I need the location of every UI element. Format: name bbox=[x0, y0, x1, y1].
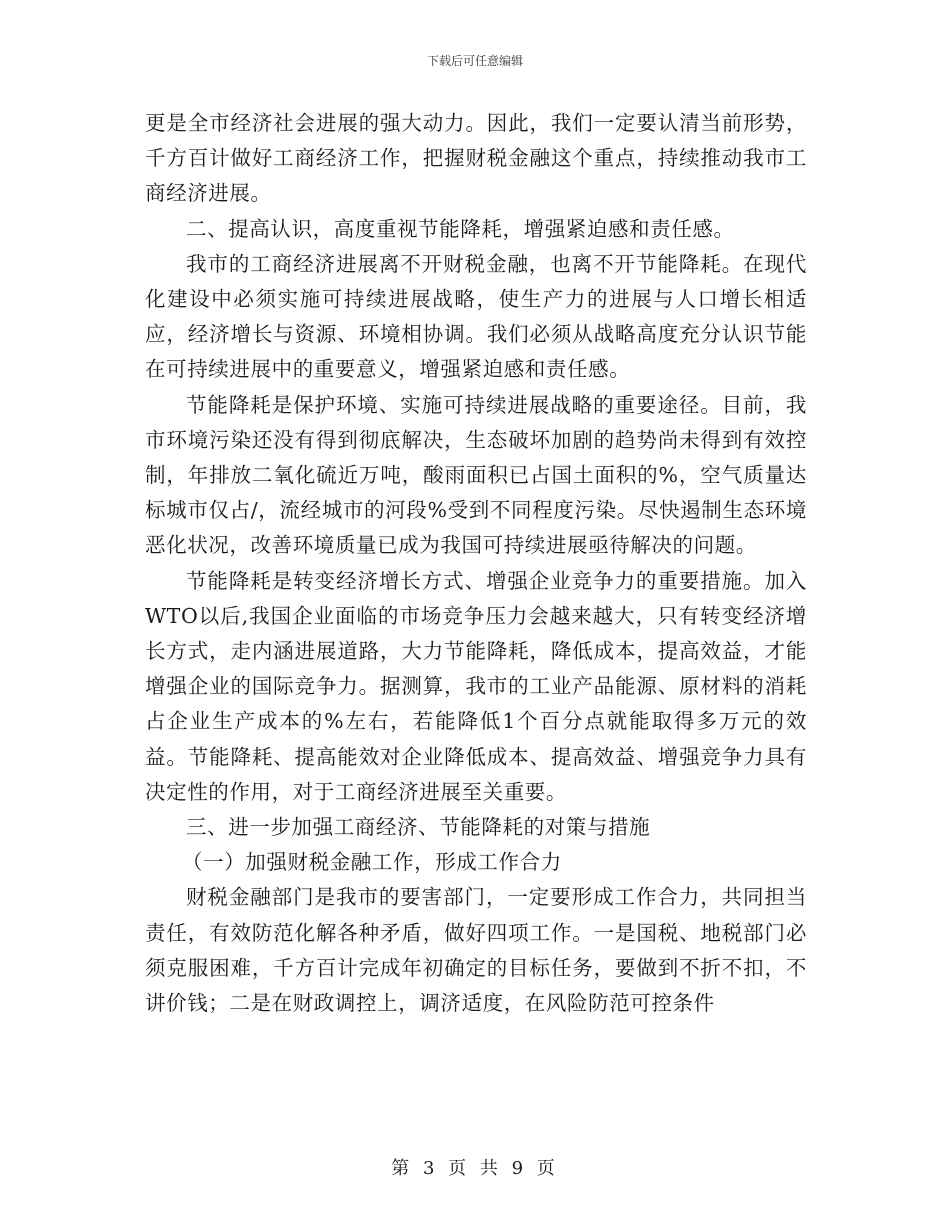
document-body bbox=[145, 106, 807, 1021]
paragraph: 节能降耗是转变经济增长方式、增强企业竞争力的重要措施。加入WTO以后,我国企业面临的市场竞争压力会越来越大，只有转变经济增长方式，走内涵进展道路，大力节能降耗，降低成本，提高效益，才能增强企业的国际竞争力。据测算，我市的工业产品能源、原材料的消耗占企业生产成本的%左右，若能降低1个百分点就能取得多万元的效益。节能降耗、提高能效对企业降低成本、提高效益、增强竞争力具有决定性的作用，对于工商经济进展至关重要。 bbox=[145, 568, 807, 804]
section-heading-3: 三、进一步加强工商经济、节能降耗的对策与措施 bbox=[186, 815, 651, 840]
subsection-heading-1: （一）加强财税金融工作，形成工作合力 bbox=[182, 850, 562, 875]
section-heading-2: 二、提高认识，高度重视节能降耗，增强紧迫感和责任感。 bbox=[186, 216, 735, 241]
paragraph-continuation: 更是全市经济社会进展的强大动力。因此，我们一定要认清当前形势，千方百计做好工商经济工作，把握财税金融这个重点，持续推动我市工商经济进展。 bbox=[145, 111, 807, 206]
paragraph: 财税金融部门是我市的要害部门，一定要形成工作合力，共同担当责任，有效防范化解各种矛盾，做好四项工作。一是国税、地税部门必须克服困难，千方百计完成年初确定的目标任务，要做到不折不扣，不讲价钱；二是在财政调控上，调济适度，在风险防范可控条件 bbox=[145, 885, 807, 1016]
paragraph: 我市的工商经济进展离不开财税金融，也离不开节能降耗。在现代化建设中必须实施可持续进展战略，使生产力的进展与人口增长相适应，经济增长与资源、环境相协调。我们必须从战略高度充分认识节能在可持续进展中的重要意义，增强紧迫感和责任感。 bbox=[145, 251, 807, 382]
paragraph: 节能降耗是保护环境、实施可持续进展战略的重要途径。目前，我市环境污染还没有得到彻底解决，生态破坏加剧的趋势尚未得到有效控制，年排放二氧化硫近万吨，酸雨面积已占国土面积的%，空气质量达标城市仅占/，流经城市的河段%受到不同程度污染。尽快遏制生态环境恶化状况，改善环境质量已成为我国可持续进展亟待解决的问题。 bbox=[145, 392, 807, 558]
page-footer: 第 3 页 共 9 页 bbox=[391, 1158, 559, 1179]
page-header: 下载后可任意编辑 bbox=[426, 54, 523, 68]
